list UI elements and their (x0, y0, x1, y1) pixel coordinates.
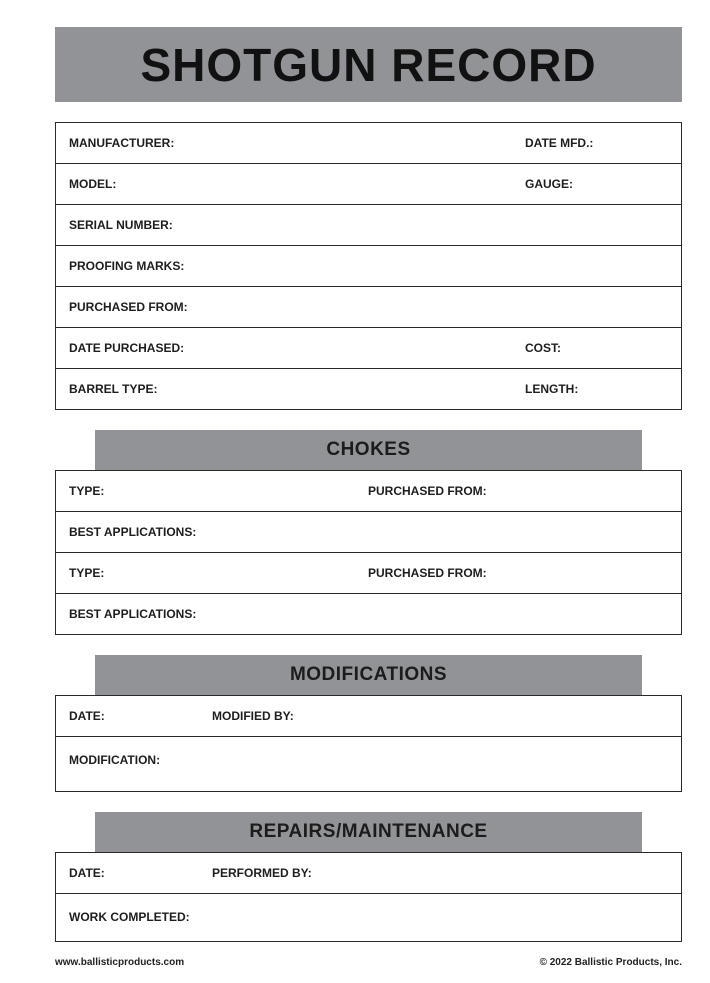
choke-best-applications-label: BEST APPLICATIONS: (69, 525, 197, 539)
proofing-marks-label: PROOFING MARKS: (69, 259, 185, 273)
choke-best-applications-row[interactable] (56, 594, 681, 634)
gun-info-section (55, 122, 682, 410)
modification-row[interactable] (56, 737, 681, 791)
date-purchased-label: DATE PURCHASED: (69, 341, 185, 355)
choke-best-applications-label: BEST APPLICATIONS: (69, 607, 197, 621)
chokes-section (55, 470, 682, 635)
modification-label: MODIFICATION: (69, 753, 161, 767)
length-label: LENGTH: (525, 382, 579, 396)
gauge-label: GAUGE: (525, 177, 573, 191)
choke-type-label: TYPE: (69, 484, 105, 498)
barrel-type-row[interactable] (56, 369, 681, 409)
title-banner (55, 27, 682, 102)
choke-type-row[interactable] (56, 471, 681, 512)
page-title: SHOTGUN RECORD (140, 38, 597, 91)
chokes-banner (95, 430, 642, 470)
repair-date-row[interactable] (56, 853, 681, 894)
work-completed-label: WORK COMPLETED: (69, 910, 190, 924)
footer-website: www.ballisticproducts.com (55, 957, 185, 968)
purchased-from-row[interactable] (56, 287, 681, 328)
choke-type-row[interactable] (56, 553, 681, 594)
modifications-heading: MODIFICATIONS (289, 664, 448, 685)
choke-best-applications-row[interactable] (56, 512, 681, 553)
modification-date-row[interactable] (56, 696, 681, 737)
modifications-section (55, 695, 682, 792)
repairs-heading: REPAIRS/MAINTENANCE (249, 821, 488, 842)
footer-copyright: © 2022 Ballistic Products, Inc. (539, 957, 682, 968)
date-mfd-label: DATE MFD.: (525, 136, 594, 150)
modified-by-label: MODIFIED BY: (212, 709, 294, 723)
choke-type-label: TYPE: (69, 566, 105, 580)
serial-number-row[interactable] (56, 205, 681, 246)
purchased-from-label: PURCHASED FROM: (69, 300, 188, 314)
choke-purchased-from-label: PURCHASED FROM: (368, 566, 487, 580)
manufacturer-row[interactable] (56, 123, 681, 164)
serial-number-label: SERIAL NUMBER: (69, 218, 173, 232)
performed-by-label: PERFORMED BY: (212, 866, 312, 880)
work-completed-row[interactable] (56, 894, 681, 941)
choke-purchased-from-label: PURCHASED FROM: (368, 484, 487, 498)
chokes-heading: CHOKES (326, 439, 411, 460)
barrel-type-label: BARREL TYPE: (69, 382, 158, 396)
modifications-banner (95, 655, 642, 695)
model-row[interactable] (56, 164, 681, 205)
modification-date-label: DATE: (69, 709, 105, 723)
repairs-banner (95, 812, 642, 852)
repair-date-label: DATE: (69, 866, 105, 880)
cost-label: COST: (525, 341, 561, 355)
repairs-section (55, 852, 682, 942)
proofing-marks-row[interactable] (56, 246, 681, 287)
manufacturer-label: MANUFACTURER: (69, 136, 175, 150)
date-purchased-row[interactable] (56, 328, 681, 369)
model-label: MODEL: (69, 177, 117, 191)
